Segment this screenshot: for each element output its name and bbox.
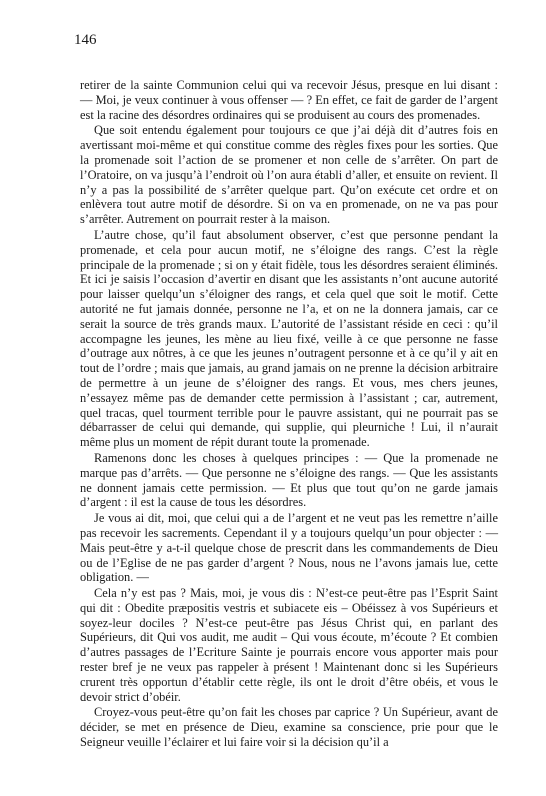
paragraph-4: Ramenons donc les choses à quelques principes : — Que la promenade ne marque pas d’arrêts. — Que personne ne s’éloigne des rangs. — Que les assistants ne donnent jamais cette permission. — Et plus que tout qu’on ne garde jamais d’argent : il est la cause de tous les désordres. xyxy=(80,450,498,510)
page-number: 146 xyxy=(74,32,97,48)
paragraph-5: Je vous ai dit, moi, que celui qui a de l’argent et ne veut pas les remettre n’aille pas recevoir les sacrements. Cependant il y a toujours quelqu’un pour objecter : — Mais peut-être y a-t-il quelque chose de prescrit dans les commandements de Dieu ou de l’Eglise de ne pas garder d’argent ? Nous, nous ne l’avons jamais lue, cette obligation. — xyxy=(80,511,498,585)
body-text xyxy=(80,78,498,751)
paragraph-6: Cela n’y est pas ? Mais, moi, je vous dis : N’est-ce peut-être pas l’Esprit Saint qui dit : Obedite præpositis vestris et subiacete eis – Obéissez à vos Supérieurs et soyez-leur dociles ? N’est-ce peut-être pas Jésus Christ qui, en parlant des Supérieurs, dit Qui vos audit, me audit – Qui vous écoute, m’écoute ? Et combien d’autres passages de l’Ecriture Sainte je pourrais encore vous apporter mais pour rester bref je ne veux pas rappeler à présent ! Maintenant donc si les Supérieurs crurent très opportun d’établir cette règle, ils ont le droit d’être obéis, et vous le devoir strict d’obéir. xyxy=(80,586,498,704)
paragraph-7: Croyez-vous peut-être qu’on fait les choses par caprice ? Un Supérieur, avant de décider, se met en présence de Dieu, examine sa conscience, prie pour que le Seigneur veuille l’éclairer et lui faire voir si la décision qu’il a xyxy=(80,705,498,750)
paragraph-1: retirer de la sainte Communion celui qui va recevoir Jésus, presque en lui disant : — Moi, je veux continuer à vous offenser — ? En effet, ce fait de garder de l’argent est la racine des désordres ordinaires qui se produisent au cours des promenades. xyxy=(80,78,498,122)
paragraph-3: L’autre chose, qu’il faut absolument observer, c’est que personne pendant la promenade, et cela pour aucun motif, ne s’éloigne des rangs. C’est la règle principale de la promenade ; si on y était fidèle, tous les désordres seraient éliminés. Et ici je saisis l’occasion d’avertir en disant que les assistants n’ont aucune autorité pour laisser quelqu’un s’éloigner des rangs, et cela quel que soit le motif. Cette autorité ne fut jamais donnée, personne ne l’a, et on ne la donnera jamais, car ce serait la source de très grands maux. L’autorité de l’assistant réside en ceci : qu’il accompagne les jeunes, les mène au lieu fixé, veille à ce que personne ne fasse d’outrage aux nôtres, à ce que les jeunes n’outragent personne et à ce qu’il y ait en tout de l’ordre ; mais que jamais, au grand jamais on ne prenne la décision arbitraire de permettre à un jeune de s’éloigner des rangs. Et vous, mes chers jeunes, n’essayez même pas de demander cette permission à l’assistant ; car, autrement, quel tracas, quel tourment terrible pour le pauvre assistant, qui ne pourrait pas se débarrasser de celui qui demande, qui supplie, qui pleurniche ! Lui, il n’aurait même plus un moment de répit durant toute la promenade. xyxy=(80,227,498,450)
paragraph-2: Que soit entendu également pour toujours ce que j’ai déjà dit d’autres fois en avertissant moi-même et qui constitue comme des règles fixes pour les sorties. Que la promenade soit l’action de se promener et non celle de s’arrêter. On part de l’Oratoire, on va jusqu’à l’endroit où l’on aura établi d’aller, et ensuite on revient. Il n’y a pas la possibilité de s’arrêter quelque part. Qu’on exécute cet ordre et on enlèvera tout autre motif de désordre. Si on va en promenade, on ne va pas pour s’arrêter. Autrement on pourrait rester à la maison. xyxy=(80,123,498,227)
